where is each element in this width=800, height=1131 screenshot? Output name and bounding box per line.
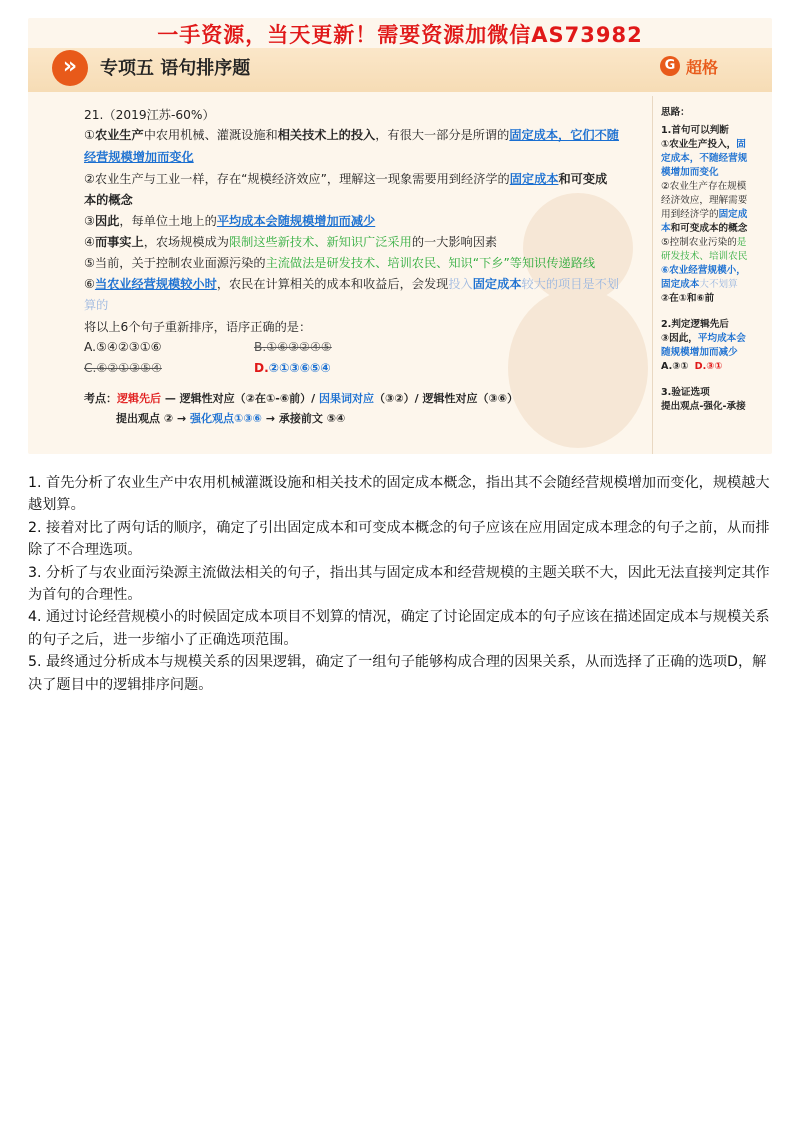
brand-g-icon: G <box>660 56 680 76</box>
sentence-6-line-1: ⑥当农业经营规模较小时，农民在计算相关的成本和收益后，会发现投入固定成本较大的项目是不划 <box>84 277 619 291</box>
option-b: B.①⑥③②④⑤ <box>254 340 332 354</box>
explanation-step-3: 3. 分析了与农业面污染源主流做法相关的句子，指出其与固定成本和经营规模的主题关联不大，因此无法直接判定其作为首句的合理性。 <box>28 564 770 604</box>
sentence-1-line-2: 经营规模增加而变化 <box>84 150 194 164</box>
lesson-slide-image <box>28 18 772 454</box>
mascot-watermark-icon <box>498 178 658 448</box>
brand-logo <box>660 52 718 80</box>
notes-heading-3: 3.验证选项 <box>661 387 710 398</box>
explanation-list <box>28 472 772 696</box>
explanation-step-4: 4. 通过讨论经营规模小的时候固定成本项目不划算的情况，确定了讨论固定成本的句子应该在描述固定成本与规模关系的句子之后，进一步缩小了正确选项范围。 <box>28 609 770 648</box>
option-a: A.⑤④②③①⑥ <box>84 340 162 354</box>
question-header: 21.（2019江苏-60%） <box>84 108 215 122</box>
notes-panel: 思路： 1.首句可以判断 ①农业生产投入，固 定成本，不随经营规 模增加而变化 ②农业生产存在规模 经济效应，理解需要 用到经济学的固定成 本和可变成本的概念 ⑤控制农业污染的是 研发技术、培训农民 ⑥农业经营规模小， 固定成本大不划算 ②在①和⑥前 2.判定逻辑先后 ③因此，平均成本会 随规模增加而减少 A.③① D.③① 3.验证选项 提出观点-强化-承接 <box>652 96 772 454</box>
notes-heading-2: 2.判定逻辑先后 <box>661 319 729 330</box>
notes-heading-1: 1.首句可以判断 <box>661 125 729 136</box>
sentence-3: ③因此，每单位土地上的平均成本会随规模增加而减少 <box>84 214 376 228</box>
option-d-answer: D.②①③⑥⑤④ <box>254 361 331 375</box>
question-prompt: 将以上6个句子重新排序，语序正确的是： <box>84 320 312 334</box>
sentence-1-line-1: ①农业生产中农用机械、灌溉设施和相关技术上的投入，有很大一部分是所谓的固定成本，它们不随 <box>84 128 619 142</box>
brand-name: 超格 <box>686 57 719 77</box>
notes-title: 思路： <box>661 107 690 118</box>
sentence-2-line-2: 本的概念 <box>84 193 133 207</box>
sentence-2-line-1: ②农业生产与工业一样，存在“规模经济效应”，理解这一现象需要用到经济学的固定成本和可变成 <box>84 172 608 186</box>
chevron-right-icon: » <box>52 50 88 86</box>
kaodian-line-2: 提出观点 ② → 强化观点①③⑥ → 承接前文 ⑤④ <box>116 412 346 425</box>
sentence-4: ④而事实上，农场规模成为限制这些新技术、新知识广泛采用的一大影响因素 <box>84 235 498 249</box>
explanation-step-2: 2. 接着对比了两句话的顺序，确定了引出固定成本和可变成本概念的句子应该在应用固定成本理念的句子之前，从而排除了不合理选项。 <box>28 519 770 559</box>
option-c: C.⑥②①③⑤④ <box>84 361 162 375</box>
promo-banner: 一手资源，当天更新！需要资源加微信AS73982 <box>157 23 643 47</box>
section-title: 专项五 语句排序题 <box>100 58 251 79</box>
explanation-step-1: 1. 首先分析了农业生产中农用机械灌溉设施和相关技术的固定成本概念，指出其不会随经营规模增加而变化，规模越大越划算。 <box>28 475 770 514</box>
explanation-step-5: 5. 最终通过分析成本与规模关系的因果逻辑，确定了一组句子能够构成合理的因果关系，从而选择了正确的选项D，解决了题目中的逻辑排序问题。 <box>28 654 767 693</box>
sentence-6-line-2: 算的 <box>84 298 109 312</box>
sentence-5: ⑤当前，关于控制农业面源污染的主流做法是研发技术、培训农民、知识“下乡”等知识传递路线 <box>84 256 596 270</box>
kaodian-line-1: 考点：逻辑先后 — 逻辑性对应（②在①-⑥前）/ 因果词对应（③②）/ 逻辑性对应（③⑥） <box>84 392 519 405</box>
